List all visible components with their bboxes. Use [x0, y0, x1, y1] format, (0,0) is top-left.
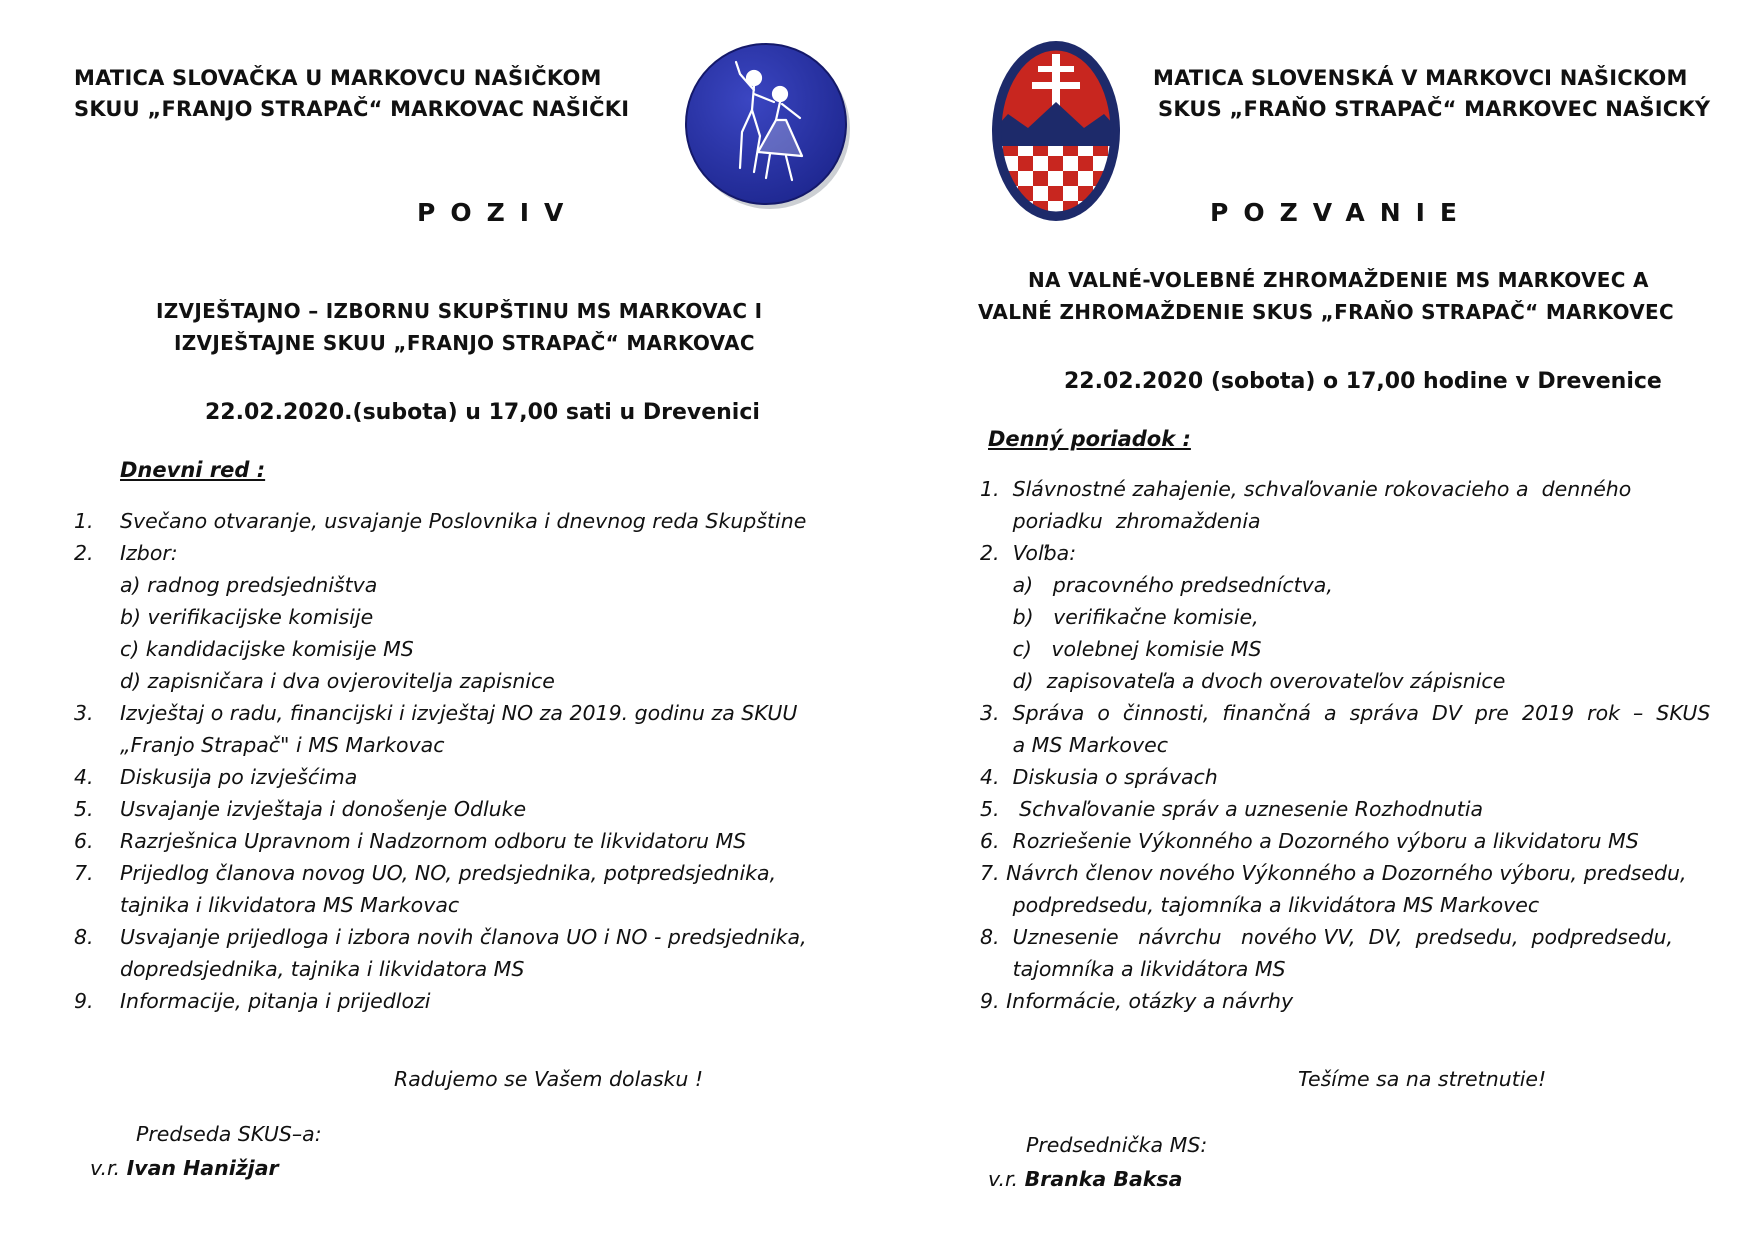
left-subtitle-2: IZVJEŠTAJNE SKUU „FRANJO STRAPAČ“ MARKOVAC	[174, 331, 755, 355]
list-item: 3. Správa o činnosti, finančná a správa DV pre 2019 rok – SKUS	[980, 701, 1711, 725]
left-signer-prefix: v.r.	[90, 1156, 121, 1180]
right-date: 22.02.2020 (sobota) o 17,00 hodine v Drevenice	[1064, 369, 1662, 394]
list-item: 8. Uznesenie návrchu nového VV, DV, predsedu, podpredsedu,	[980, 925, 1673, 949]
right-org-name-1: MATICA SLOVENSKÁ V MARKOVCI NAŠICKOM	[1153, 66, 1688, 90]
coat-of-arms-logo-icon	[988, 36, 1124, 226]
left-org-name-1: MATICA SLOVAČKA U MARKOVCU NAŠIČKOM	[74, 66, 602, 90]
right-signature	[988, 1167, 1182, 1191]
list-item: 7. Návrch členov nového Výkonného a Dozorného výboru, predsedu,	[980, 861, 1687, 885]
right-closing: Tešíme sa na stretnutie!	[1298, 1067, 1547, 1091]
left-signer-name: Ivan Hanižjar	[126, 1156, 279, 1180]
folk-dancers-logo-icon	[682, 40, 852, 210]
right-org-name-2: SKUS „FRAŇO STRAPAČ“ MARKOVEC NAŠICKÝ	[1158, 97, 1711, 121]
list-item: poriadku zhromaždenia	[980, 509, 1261, 533]
right-subtitle-1: NA VALNÉ-VOLEBNÉ ZHROMAŽDENIE MS MARKOVEC A	[1028, 268, 1649, 292]
list-item: 1. Slávnostné zahajenie, schvaľovanie rokovacieho a denného	[980, 477, 1632, 501]
list-item: d) zapisovateľa a dvoch overovateľov zápisnice	[980, 669, 1506, 693]
right-title: POZVANIE	[1210, 198, 1473, 227]
right-agenda-title: Denný poriadok :	[988, 427, 1191, 451]
left-date: 22.02.2020.(subota) u 17,00 sati u Drevenici	[205, 400, 760, 425]
left-org-name-2: SKUU „FRANJO STRAPAČ“ MARKOVAC NAŠIČKI	[74, 97, 630, 121]
list-item: 5. Schvaľovanie správ a uznesenie Rozhodnutia	[980, 797, 1484, 821]
list-item: 9. Informácie, otázky a návrhy	[980, 989, 1294, 1013]
list-item: a) pracovného predsedníctva,	[980, 573, 1333, 597]
left-signature	[90, 1156, 279, 1180]
right-signer-prefix: v.r.	[988, 1167, 1019, 1191]
list-item: 6. Rozriešenie Výkonného a Dozorného výboru a likvidatoru MS	[980, 829, 1639, 853]
right-signer-role: Predsednička MS:	[1026, 1133, 1208, 1157]
left-closing: Radujemo se Vašem dolasku !	[394, 1067, 704, 1091]
left-title: POZIV	[417, 198, 579, 227]
list-item: 4. Diskusia o správach	[980, 765, 1218, 789]
list-item: c) volebnej komisie MS	[980, 637, 1262, 661]
right-signer-name: Branka Baksa	[1024, 1167, 1183, 1191]
list-item: b) verifikačne komisie,	[980, 605, 1259, 629]
left-subtitle-1: IZVJEŠTAJNO – IZBORNU SKUPŠTINU MS MARKOVAC I	[156, 299, 763, 323]
right-subtitle-2: VALNÉ ZHROMAŽDENIE SKUS „FRAŇO STRAPAČ“ MARKOVEC	[978, 300, 1674, 324]
list-item: 2. Voľba:	[980, 541, 1077, 565]
list-item: a MS Markovec	[980, 733, 1168, 757]
left-signer-role: Predseda SKUS–a:	[136, 1122, 322, 1146]
left-agenda-title: Dnevni red :	[120, 458, 266, 482]
invitation-page: MATICA SLOVAČKA U MARKOVCU NAŠIČKOM SKUU „FRANJO STRAPAČ“ MARKOVAC NAŠIČKI POZIV IZVJEŠTAJNO – IZBORNU SKUPŠTINU MS MARKOVAC I IZVJEŠTAJNE SKUU „FRANJO STRAPAČ“ MARKOVAC 22.02.2020.(subota) u 17,00 sati u Drevenici Dnevni red : 1. Svečano otvaranje, usvajanje Poslovnika i dnevnog reda Skupštine 2. Izbor: a) radnog predsjedništva b) verifikacijske komisije c) kandidacijske komisije MS d) zapisničara i dva ovjerovitelja zapisnice 3. Izvještaj o radu, financijski i izvještaj NO za 2019. godinu za SKUU „Franjo Strapač" i MS Markovac 4. Diskusija po izvješćima 5. Usvajanje izvještaja i donošenje Odluke 6. Razrješnica Upravnom i Nadzornom odboru te likvidatoru MS 7. Prijedlog članova novog UO, NO, predsjednika, potpredsjednika, tajnika i likvidatora MS Markovac 8. Usvajanje prijedloga i izbora novih članova UO i NO - predsjednika, dopredsjednika, tajnika i likvidatora MS 9. Informacije, pitanja i prijedlozi Radujemo se Vašem dolasku ! Predseda SKUS–a: v.r. Ivan Hanižjar MATICA SLOVENSKÁ V MARKOVCI NAŠICKOM SKUS „FRAŇO STRAPAČ“ MARKOVEC NAŠICKÝ POZVANIE NA VALNÉ-VOLEBNÉ ZHROMAŽDENIE MS MARKOVEC A VALNÉ ZHROMAŽDENIE SKUS „FRAŇO STRAPAČ“ MARKOVEC 22.02.2020 (sobota) o 17,00 hodine v Drevenice Denný poriadok : 1. Slávnostné zahajenie, schvaľovanie rokovacieho a denného poriadku zhromaždenia 2. Voľba: a) pracovného predsedníctva, b) verifikačne komisie, c) volebnej komisie MS d) zapisovateľa a dvoch overovateľov zápisnice 3. Správa o činnosti, finančná a správa DV pre 2019 rok – SKUS a MS Markovec 4. Diskusia o správach 5. Schvaľovanie správ a uznesenie Rozhodnutia 6. Rozriešenie Výkonného a Dozorného výboru a likvidatoru MS 7. Návrch členov nového Výkonného a Dozorného výboru, predsedu, podpredsedu, tajomníka a likvidátora MS Markovec 8. Uznesenie návrchu nového VV, DV, predsedu, podpredsedu, tajomníka a likvidátora MS 9. Informácie, otázky a návrhy Tešíme sa na stretnutie! Predsednička MS: v.r. Branka Baksa	[0, 0, 1754, 1240]
list-item: podpredsedu, tajomníka a likvidátora MS Markovec	[980, 893, 1540, 917]
list-item: tajomníka a likvidátora MS	[980, 957, 1286, 981]
